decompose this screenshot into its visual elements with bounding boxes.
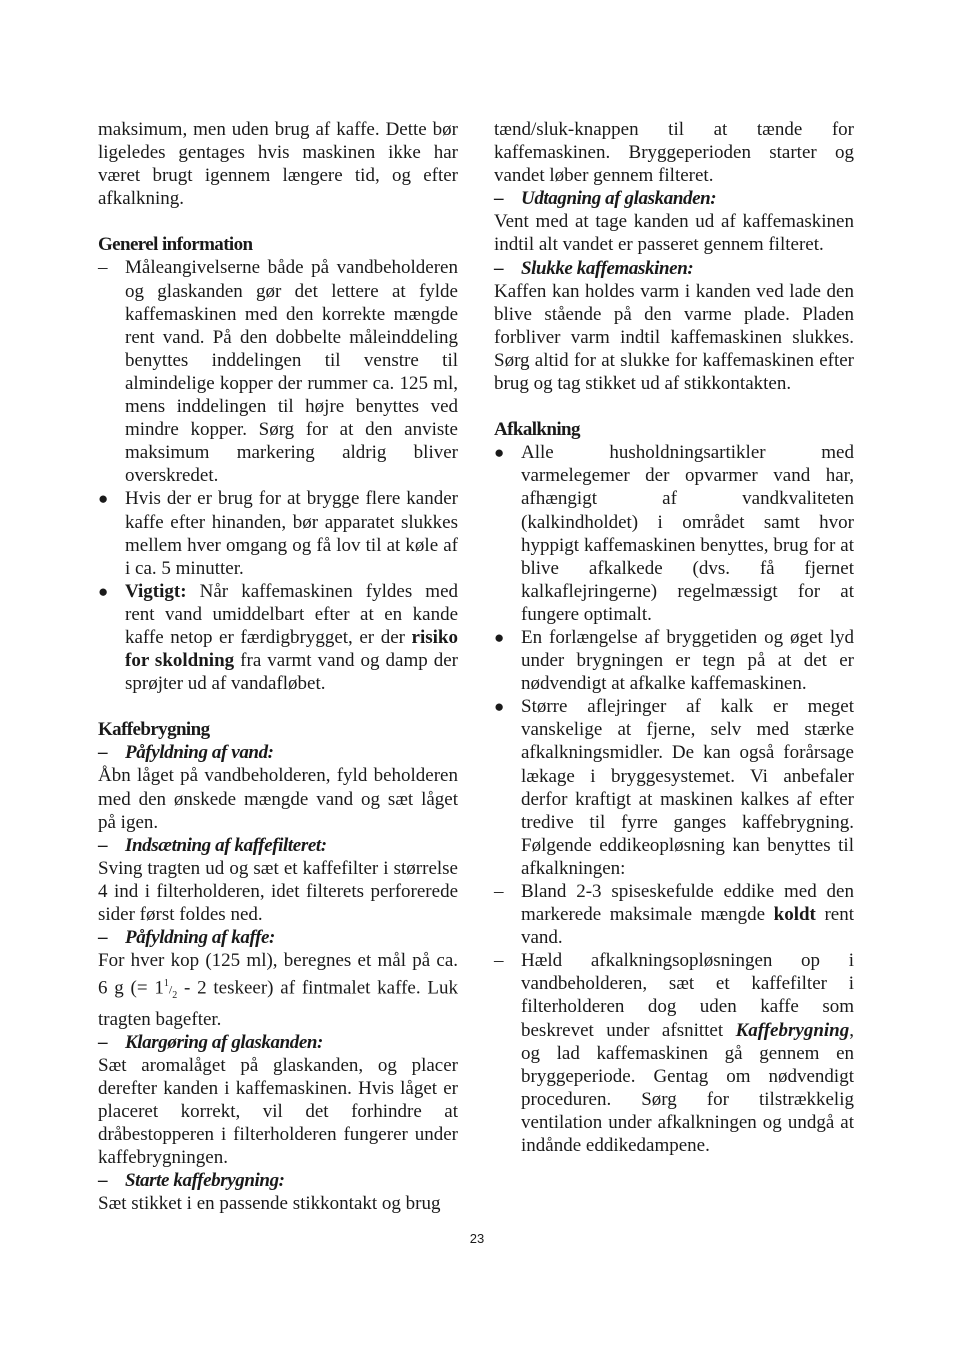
- bullet-icon: ●: [98, 489, 109, 509]
- bullet-icon: ●: [98, 581, 109, 601]
- dash-marker: –: [494, 257, 504, 279]
- important-text-part1: Når kaffemaskinen fyldes med rent vand umiddelbart efter at en kande kaffe netop er færdigbrygget, er der: [125, 580, 458, 648]
- brewing-heading: Kaffebrygning: [98, 719, 210, 741]
- subsection-body: Sæt stikket i en passende stikkontakt og brug: [98, 1193, 441, 1215]
- list-item-text: Hvis der er brug for at brygge flere kander kaffe efter hinanden, bør apparatet slukkes mellem hver omgang og få lov til at køle af i ca. 5 minutter.: [125, 488, 458, 579]
- scald-risk-warning: risiko for skoldning: [125, 626, 458, 672]
- dash-marker: –: [98, 742, 108, 764]
- subsection-title: [98, 741, 458, 764]
- list-item-text: Måleangivelserne både på vandbeholderen og glaskanden gør det lettere at fylde kaffemaskinen med den korrekte mængde rent vand. På den dobbelte måleinddeling benyttes inddelingen til venstre til almindelige kopper der rummer ca. 125 ml, mens inddelingen til højre benyttes ved mindre kopper. Sørg for at den anviste maksimum markering aldrig bliver overskredet.: [125, 257, 458, 487]
- important-item: [98, 580, 458, 695]
- subsection-title-text: Påfyldning af vand:: [125, 742, 274, 764]
- subsection-title-text: Starte kaffebrygning:: [125, 1170, 285, 1192]
- subsection-body: Sæt aromalåget på glaskanden, og placer derefter kanden i kaffemaskinen. Hvis låget er placeret korrekt, vil det forhindre at dråbestopperen i filterholderen fungerer under kaffebrygningen.: [98, 1054, 458, 1169]
- descaling-step-text: [521, 880, 854, 949]
- list-item: [494, 441, 854, 626]
- important-text: [125, 580, 458, 695]
- list-item: [98, 487, 458, 579]
- dash-marker: –: [494, 950, 504, 972]
- subsection-title-text: Udtagning af glaskanden:: [521, 188, 717, 210]
- subsection-title-text: Slukke kaffemaskinen:: [521, 257, 694, 279]
- list-item: [494, 626, 854, 695]
- coffee-amount-text: For hver kop (125 ml), beregnes et mål på ca. 6 g (= 1: [98, 950, 458, 999]
- dash-marker: –: [98, 1170, 108, 1192]
- subsection-body: Sving tragten ud og sæt et kaffefilter i størrelse 4 ind i filterholderen, idet filterets perforerede sider først foldes ned.: [98, 857, 458, 925]
- dash-marker: –: [494, 188, 504, 210]
- fraction-numerator: 1: [163, 978, 169, 990]
- bullet-icon: ●: [494, 697, 505, 717]
- bullet-icon: ●: [494, 627, 505, 647]
- subsection-title: [98, 834, 458, 857]
- list-item-text: En forlængelse af bryggetiden og øget lyd under brygningen er tegn på at det er nødvendigt at afkalke kaffemaskinen.: [521, 626, 854, 695]
- subsection-title: [494, 187, 854, 210]
- descaling-step: [494, 880, 854, 949]
- dash-marker: –: [98, 1031, 108, 1053]
- subsection-body: Vent med at tage kanden ud af kaffemaskinen indtil alt vandet er passeret gennem filteret.: [494, 211, 854, 256]
- cold-emphasis: koldt: [773, 904, 816, 926]
- bullet-icon: ●: [494, 443, 505, 463]
- brewing-reference: Kaffebrygning: [735, 1019, 850, 1041]
- subsection-body: For hver kop (125 ml), beregnes et mål på ca. 6 g (= $1^1/_2 - 2$ teskeer) af fintmalet kaffe. Luk tragten bagefter.: [98, 950, 458, 1030]
- subsection-title: [98, 1169, 458, 1192]
- left-column: [98, 118, 458, 1215]
- subsection-title: [98, 926, 458, 949]
- list-item-text: Større aflejringer af kalk er meget vanskelige at fjerne, selv med stærke afkalkningsmidler. De kan også forårsage lækage i bryggesystemet. Vi anbefaler derfor kraftigt at maskinen kalkes af efter tredive til fyrre ganges kaffebrygning. Følgende eddikeopløsning kan benyttes til afkalkningen:: [521, 696, 854, 879]
- step-text-part2: , og lad kaffemaskinen gå gennem en bryggeperiode. Gentag om nødvendigt proceduren. Sørg for tilstrækkelig ventilation under afkalkningen og undgå at indånde eddikedampene.: [521, 1019, 854, 1157]
- dash-marker: –: [98, 834, 108, 856]
- descaling-step-text: [521, 949, 854, 1157]
- subsection-title: [98, 1031, 458, 1054]
- subsection-title-text: Indsætning af kaffefilteret:: [125, 834, 327, 856]
- subsection-title: [494, 257, 854, 280]
- page-number: 23: [469, 1231, 485, 1246]
- important-text-part2: fra varmt vand og damp der sprøjter ud af vandafløbet.: [125, 650, 459, 695]
- descaling-heading: Afkalkning: [494, 419, 580, 441]
- dash-marker: –: [494, 881, 504, 902]
- subsection-title-text: Klargøring af glaskanden:: [125, 1031, 323, 1053]
- subsection-body: Åbn låget på vandbeholderen, fyld beholderen med den ønskede mængde vand og sæt låget på igen.: [98, 765, 458, 833]
- list-item: [494, 695, 854, 880]
- continued-paragraph: tænd/sluk-knappen til at tænde for kaffemaskinen. Bryggeperioden starter og vandet løber gennem filteret.: [494, 119, 854, 187]
- step-text-part1: Bland 2-3 spiseskefulde eddike med den markerede maksimale mængde: [521, 881, 854, 926]
- dash-marker: –: [98, 257, 108, 279]
- subsection-title-text: Påfyldning af kaffe:: [125, 927, 275, 949]
- step-text-part2: rent vand.: [521, 904, 854, 949]
- dash-marker: –: [98, 927, 108, 949]
- intro-paragraph: maksimum, men uden brug af kaffe. Dette bør ligeledes gentages hvis maskinen ikke har været brugt igennem længere tid, og efter afkalkning.: [98, 119, 458, 210]
- coffee-amount-text-end: - 2 teskeer) af fintmalet kaffe. Luk tragten bagefter.: [98, 977, 458, 1030]
- important-label: Vigtigt:: [125, 580, 187, 602]
- list-item-text: Alle husholdningsartikler med varmelegemer der opvarmer vand har, afhængigt af vandkvaliteten (kalkindholdet) i området samt hvor hyppigt kaffemaskinen benyttes, brug for at blive afkalkede (dvs. få fjernet kalkaflejringerne) regelmæssigt for at fungere optimalt.: [521, 442, 854, 625]
- step-text-part1: Hæld afkalkningsopløsningen op i vandbeholderen, sæt et kaffefilter i filterholderen dog uden kaffe som beskrevet under afsnittet: [521, 950, 854, 1041]
- subsection-body: Kaffen kan holdes varm i kanden ved lade den blive stående på den varme plade. Pladen forbliver varm indtil kaffemaskinen slukkes. Sørg altid for at slukke for kaffemaskinen efter brug og tag stikket ud af stikkontakten.: [494, 280, 854, 395]
- fraction-denominator: 2: [172, 990, 178, 1002]
- descaling-step: [494, 949, 854, 1157]
- list-item: [98, 256, 458, 487]
- right-column: [494, 118, 854, 1157]
- general-heading: Generel information: [98, 234, 253, 256]
